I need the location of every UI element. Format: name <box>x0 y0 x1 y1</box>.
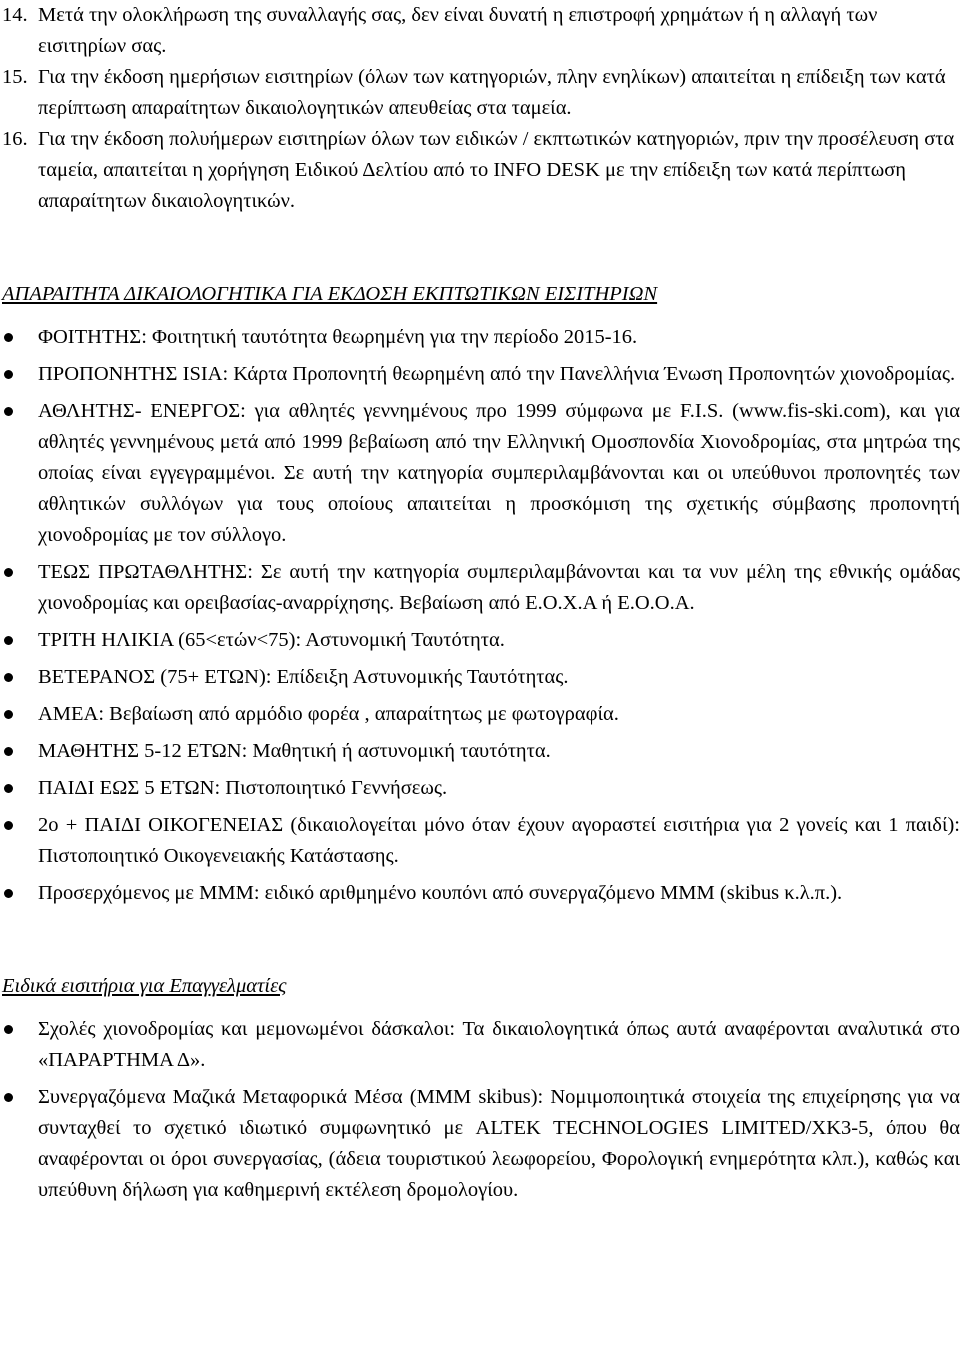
item-number: 16. <box>2 128 28 150</box>
bullet-icon <box>4 333 13 342</box>
item-text: Για την έκδοση πολυήμερων εισιτηρίων όλων των ειδικών / εκπτωτικών κατηγοριών, πριν την προσέλευση στα ταμεία, απαιτείται η χορήγηση Ειδικού Δελτίου από το INFO DESK με την επίδειξη των κατά περίπτωση απαραίτητων δικαιολογητικών. <box>38 128 955 212</box>
list-item <box>0 557 960 619</box>
list-item-text: ΠΡΟΠΟΝΗΤΗΣ ISIA: Κάρτα Προπονητή θεωρημένη από την Πανελλήνια Ένωση Προπονητών χιονοδρομίας. <box>38 363 956 385</box>
list-item-text: ΤΕΩΣ ΠΡΩΤΑΘΛΗΤΗΣ: Σε αυτή την κατηγορία συμπεριλαμβάνονται και τα νυν μέλη της εθνικής ομάδας χιονοδρομίας και ορειβασίας-αναρρίχησης. Βεβαίωση από Ε.Ο.Χ.Α ή Ε.Ο.Ο.Α. <box>38 561 960 614</box>
list-item <box>0 625 960 656</box>
section-heading-professionals: Ειδικά εισιτήρια για Επαγγελματίες <box>2 975 287 997</box>
list-item-text: ΜΑΘΗΤΗΣ 5-12 ΕΤΩΝ: Μαθητική ή αστυνομική ταυτότητα. <box>38 740 551 762</box>
discount-documents-list <box>0 322 960 909</box>
list-item-text: ΠΑΙΔΙ ΕΩΣ 5 ΕΤΩΝ: Πιστοποιητικό Γεννήσεως. <box>38 777 448 799</box>
professionals-list <box>0 1014 960 1206</box>
list-item <box>0 396 960 551</box>
list-item <box>0 773 960 804</box>
bullet-icon <box>4 673 13 682</box>
bullet-icon <box>4 747 13 756</box>
bullet-icon <box>4 407 13 416</box>
list-item <box>0 878 960 909</box>
numbered-list <box>0 0 960 217</box>
list-item-text: Συνεργαζόμενα Μαζικά Μεταφορικά Μέσα (ΜΜΜ skibus): Νομιμοποιητικά στοιχεία της επιχείρησης για να συνταχθεί το σχετικό ιδιωτικό συμφωνητικό με ALTEK TECHNOLOGIES LIMITED/XK3-5, όπου θα αναφέρονται οι όροι συνεργασίας, (άδεια τουριστικού λεωφορείου, Φορολογική ενημερότητα κλπ.), καθώς και υπεύθυνη δήλωση για καθημερινή εκτέλεση δρομολογίου. <box>38 1086 960 1201</box>
bullet-icon <box>4 784 13 793</box>
bullet-icon <box>4 1025 13 1034</box>
list-item <box>0 810 960 872</box>
list-item-text: Προσερχόμενος με ΜΜΜ: ειδικό αριθμημένο κουπόνι από συνεργαζόμενο ΜΜΜ (skibus κ.λ.π.). <box>38 882 843 904</box>
list-item <box>0 322 960 353</box>
item-text: Για την έκδοση ημερήσιων εισιτηρίων (όλων των κατηγοριών, πλην ενηλίκων) απαιτείται η επίδειξη των κατά περίπτωση απαραίτητων δικαιολογητικών απευθείας στα ταμεία. <box>38 66 946 119</box>
list-item-text: ΑΜΕΑ: Βεβαίωση από αρμόδιο φορέα , απαραίτητως με φωτογραφία. <box>38 703 619 725</box>
list-item <box>0 736 960 767</box>
list-item <box>0 359 960 390</box>
numbered-item <box>0 0 960 62</box>
list-item-text: 2ο + ΠΑΙΔΙ ΟΙΚΟΓΕΝΕΙΑΣ (δικαιολογείται μόνο όταν έχουν αγοραστεί εισιτήρια για 2 γονείς και 1 παιδί): Πιστοποιητικό Οικογενειακής Κατάστασης. <box>38 814 960 867</box>
bullet-icon <box>4 821 13 830</box>
numbered-item <box>0 124 960 217</box>
list-item-text: ΒΕΤΕΡΑΝΟΣ (75+ ΕΤΩΝ): Επίδειξη Αστυνομικής Ταυτότητας. <box>38 666 569 688</box>
list-item <box>0 699 960 730</box>
list-item-text: ΑΘΛΗΤΗΣ- ΕΝΕΡΓΟΣ: για αθλητές γεννημένους προ 1999 σύμφωνα με F.I.S. (www.fis-ski.com), και για αθλητές γεννημένους μετά από 1999 βεβαίωση από την Ελληνική Ομοσπονδία Χιονοδρομίας, στα μητρώα της οποίας είναι εγγεγραμμένοι. Σε αυτή την κατηγορία συμπεριλαμβάνονται και οι υπεύθυνοι προπονητές των αθλητικών συλλόγων για τους οποίους απαιτείται η προσκόμιση της σχετικής σύμβασης προπονητή χιονοδρομίας με τον σύλλογο. <box>38 400 960 546</box>
list-item-text: Σχολές χιονοδρομίας και μεμονωμένοι δάσκαλοι: Τα δικαιολογητικά όπως αυτά αναφέρονται αναλυτικά στο «ΠΑΡΑΡΤΗΜΑ Δ». <box>38 1018 960 1071</box>
bullet-icon <box>4 370 13 379</box>
section-heading-discount-documents: ΑΠΑΡΑΙΤΗΤΑ ΔΙΚΑΙΟΛΟΓΗΤΙΚΑ ΓΙΑ ΕΚΔΟΣΗ ΕΚΠΤΩΤΙΚΩΝ ΕΙΣΙΤΗΡΙΩΝ <box>2 283 658 305</box>
bullet-icon <box>4 889 13 898</box>
bullet-icon <box>4 568 13 577</box>
numbered-item <box>0 62 960 124</box>
item-text: Μετά την ολοκλήρωση της συναλλαγής σας, δεν είναι δυνατή η επιστροφή χρημάτων ή η αλλαγή των εισιτηρίων σας. <box>38 4 878 57</box>
list-item <box>0 1014 960 1076</box>
list-item-text: ΦΟΙΤΗΤΗΣ: Φοιτητική ταυτότητα θεωρημένη για την περίοδο 2015-16. <box>38 326 638 348</box>
bullet-icon <box>4 710 13 719</box>
bullet-icon <box>4 636 13 645</box>
bullet-icon <box>4 1093 13 1102</box>
item-number: 14. <box>2 4 28 26</box>
item-number: 15. <box>2 66 28 88</box>
list-item <box>0 1082 960 1206</box>
list-item <box>0 662 960 693</box>
list-item-text: ΤΡΙΤΗ ΗΛΙΚΙΑ (65<ετών<75): Αστυνομική Ταυτότητα. <box>38 629 505 651</box>
